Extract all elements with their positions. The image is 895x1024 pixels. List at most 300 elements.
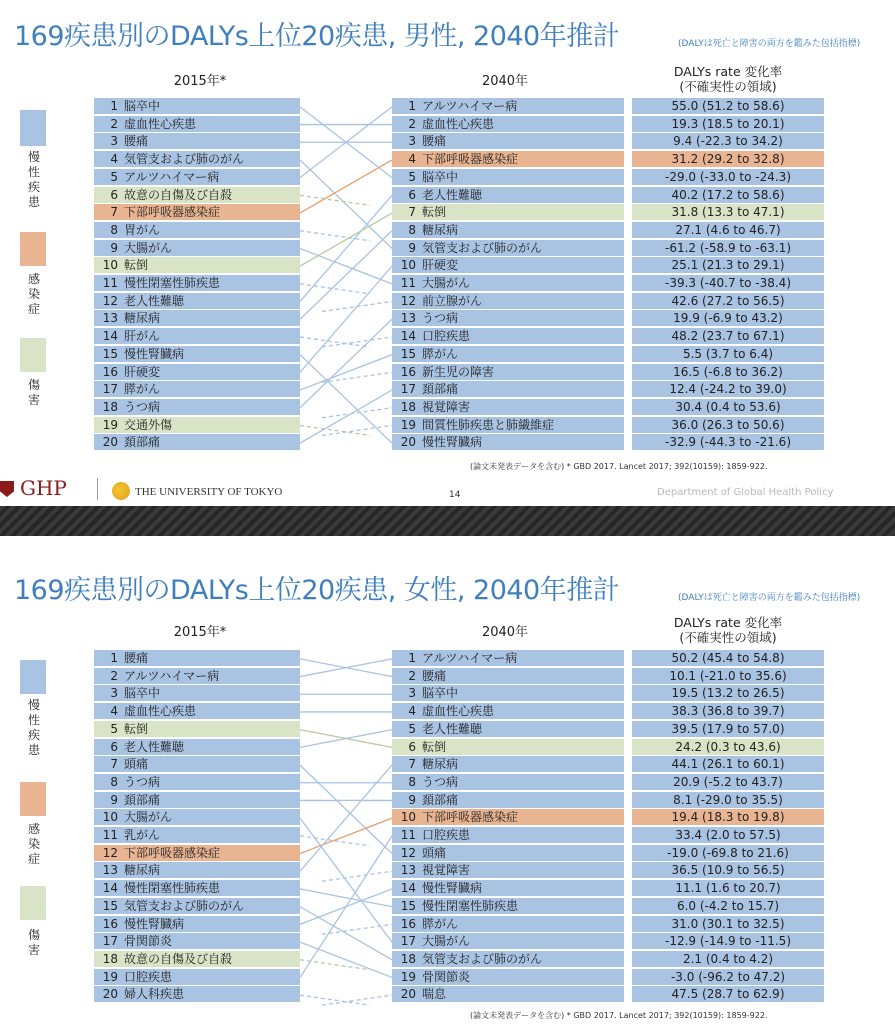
list-item-2015: [94, 862, 300, 879]
rank-number: 1: [110, 651, 118, 665]
rank-number: 4: [110, 152, 118, 167]
disease-name: 気管支および肺のがん: [422, 240, 543, 255]
list-item-2015: [94, 880, 300, 897]
rate-change-cell: -61.2 (-58.9 to -63.1): [632, 240, 824, 257]
list-item-2015: [94, 969, 300, 986]
list-item-2040: [392, 880, 624, 897]
disease-name: 老人性難聴: [422, 187, 483, 202]
rate-change-cell: 6.0 (-4.2 to 15.7): [632, 898, 824, 915]
rank-number: 3: [110, 134, 118, 149]
list-item-2040: [392, 328, 624, 345]
list-item-2015: [94, 774, 300, 791]
disease-name: 慢性閉塞性肺疾患: [124, 881, 221, 896]
rank-number: 18: [400, 399, 416, 414]
list-item-2040: [392, 399, 624, 416]
list-item-2040: [392, 916, 624, 933]
slide-title: 169疾患別のDALYs上位20疾患, 女性, 2040年推計: [14, 575, 620, 606]
list-item-2040: [392, 756, 624, 773]
disease-name: うつ病: [422, 311, 459, 326]
rank-number: 17: [102, 934, 118, 949]
disease-name: 骨関節炎: [422, 969, 471, 984]
list-item-2040: [392, 417, 624, 434]
rank-number: 7: [408, 757, 416, 772]
disease-name: 糖尿病: [124, 863, 161, 878]
list-item-2015: [94, 98, 300, 115]
disease-name: 慢性腎臓病: [124, 916, 185, 931]
disease-name: 腰痛: [422, 134, 447, 149]
disease-name: 下部呼吸器感染症: [124, 205, 221, 220]
rate-change-cell: 9.4 (-22.3 to 34.2): [632, 133, 824, 150]
disease-name: 故意の自傷及び自殺: [124, 187, 233, 202]
rank-number: 16: [400, 916, 416, 931]
list-item-2040: [392, 169, 624, 186]
rank-number: 8: [110, 222, 118, 237]
list-item-2015: [94, 916, 300, 933]
rank-number: 5: [110, 169, 118, 184]
disease-name: 口腔疾患: [124, 969, 173, 984]
list-item-2040: [392, 774, 624, 791]
rate-change-cell: 19.4 (18.3 to 19.8): [632, 809, 824, 826]
disease-name: 慢性腎臓病: [422, 881, 483, 896]
rank-number: 2: [408, 116, 416, 131]
logo-divider: [97, 478, 98, 500]
list-item-2040: [392, 933, 624, 950]
rank-number: 18: [400, 951, 416, 966]
rank-number: 14: [102, 881, 118, 896]
rank-number: 10: [102, 810, 118, 825]
disease-name: 虚血性心疾患: [422, 116, 495, 131]
list-item-2040: [392, 240, 624, 257]
rate-change-cell: 2.1 (0.4 to 4.2): [632, 951, 824, 968]
rate-change-cell: 12.4 (-24.2 to 39.0): [632, 381, 824, 398]
column-header-2040: 2040年: [481, 625, 529, 640]
list-item-2015: [94, 827, 300, 844]
legend-chronic-label: 慢性疾患: [27, 698, 40, 757]
list-item-2040: [392, 310, 624, 327]
rank-number: 9: [408, 240, 416, 255]
disease-name: 慢性腎臓病: [124, 346, 185, 361]
rank-number: 8: [408, 222, 416, 237]
footnote: (論文未発表データを含む) * GBD 2017. Lancet 2017; 392(10159): 1859-922.: [470, 1011, 768, 1020]
legend-chronic-swatch: [20, 660, 46, 694]
list-item-2015: [94, 116, 300, 133]
disease-name: 喘息: [422, 987, 447, 1002]
rank-number: 2: [110, 668, 118, 683]
footnote: (論文未発表データを含む) * GBD 2017. Lancet 2017; 392(10159): 1859-922.: [470, 462, 768, 471]
disease-name: 前立腺がん: [422, 293, 483, 308]
list-item-2040: [392, 275, 624, 292]
rank-number: 12: [400, 293, 416, 308]
disease-name: 糖尿病: [422, 222, 459, 237]
rank-number: 10: [400, 810, 416, 825]
rank-number: 19: [400, 969, 416, 984]
rate-change-cell: 38.3 (36.8 to 39.7): [632, 703, 824, 720]
disease-name: 腰痛: [124, 134, 149, 149]
list-item-2040: [392, 222, 624, 239]
rate-change-cell: 31.2 (29.2 to 32.8): [632, 151, 824, 168]
ghp-logo-text: GHP: [20, 476, 67, 500]
disease-name: 転倒: [124, 721, 149, 736]
rank-number: 1: [408, 651, 416, 665]
rate-change-cell: -12.9 (-14.9 to -11.5): [632, 933, 824, 950]
rank-number: 6: [408, 739, 416, 754]
disease-name: 転倒: [124, 258, 149, 273]
rate-change-cell: -29.0 (-33.0 to -24.3): [632, 169, 824, 186]
list-item-2040: [392, 133, 624, 150]
list-item-2015: [94, 169, 300, 186]
list-item-2040: [392, 845, 624, 862]
connector-line-new-entry: [322, 871, 392, 881]
list-item-2015: [94, 133, 300, 150]
list-item-2015: [94, 933, 300, 950]
rate-change-cell: 36.5 (10.9 to 56.5): [632, 862, 824, 879]
disease-name: 頭痛: [124, 757, 149, 772]
rate-change-cell: 30.4 (0.4 to 53.6): [632, 399, 824, 416]
daly-definition-note: (DALYは死亡と障害の両方を鑑みた包括指標): [678, 593, 861, 603]
rank-number: 8: [110, 774, 118, 789]
rank-number: 3: [110, 686, 118, 701]
disease-name: 新生児の障害: [422, 364, 495, 379]
page-number: 14: [449, 490, 461, 500]
rank-number: 13: [102, 311, 118, 326]
rate-change-cell: 25.1 (21.3 to 29.1): [632, 257, 824, 274]
list-item-2040: [392, 434, 624, 451]
rank-number: 16: [102, 916, 118, 931]
rate-change-cell: 10.1 (-21.0 to 35.6): [632, 668, 824, 685]
rank-number: 6: [408, 187, 416, 202]
rate-change-cell: 24.2 (0.3 to 43.6): [632, 739, 824, 756]
disease-name: 交通外傷: [124, 417, 173, 432]
rank-number: 16: [102, 364, 118, 379]
column-header-2015: 2015年*: [173, 74, 227, 89]
list-item-2015: [94, 434, 300, 451]
list-item-2040: [392, 650, 624, 667]
rate-header-line2: (不確実性の領域): [679, 79, 777, 94]
rank-number: 7: [408, 205, 416, 220]
disease-name: 乳がん: [124, 828, 161, 842]
rank-number: 11: [400, 828, 416, 842]
list-item-2015: [94, 845, 300, 862]
rank-number: 12: [400, 845, 416, 860]
rank-number: 14: [400, 881, 416, 896]
disease-name: 頚部痛: [422, 792, 459, 807]
disease-name: 慢性閉塞性肺疾患: [124, 276, 221, 290]
list-item-2040: [392, 685, 624, 702]
list-item-2040: [392, 293, 624, 310]
rank-number: 18: [102, 399, 118, 414]
disease-name: 膵がん: [124, 382, 161, 397]
legend-injury-label: 傷害: [27, 378, 40, 407]
connector-line: [300, 248, 392, 283]
rank-number: 17: [102, 382, 118, 397]
disease-name: 婦人科疾患: [124, 987, 185, 1002]
rate-change-cell: 5.5 (3.7 to 6.4): [632, 346, 824, 363]
disease-name: 頚部痛: [124, 435, 161, 450]
list-item-2015: [94, 222, 300, 239]
rate-change-cell: 19.5 (13.2 to 26.5): [632, 685, 824, 702]
rate-change-cell: 55.0 (51.2 to 58.6): [632, 98, 824, 115]
rank-number: 20: [102, 987, 118, 1002]
rank-number: 10: [102, 258, 118, 273]
disease-name: うつ病: [422, 774, 459, 789]
connector-line: [300, 765, 392, 871]
rank-number: 9: [110, 792, 118, 807]
slide-title: 169疾患別のDALYs上位20疾患, 男性, 2040年推計: [14, 21, 620, 52]
list-item-2040: [392, 346, 624, 363]
disease-name: 膵がん: [422, 916, 459, 931]
disease-name: 大腸がん: [422, 276, 471, 290]
list-item-2040: [392, 257, 624, 274]
legend-infectious-label: 感染症: [27, 272, 40, 316]
rate-change-cell: 31.0 (30.1 to 32.5): [632, 916, 824, 933]
disease-name: 慢性閉塞性肺疾患: [422, 898, 519, 913]
list-item-2015: [94, 951, 300, 968]
rank-number: 2: [110, 116, 118, 131]
university-logo: [112, 482, 282, 500]
rate-change-cell: 20.9 (-5.2 to 43.7): [632, 774, 824, 791]
legend-injury-swatch: [20, 886, 46, 920]
slide-male: [0, 0, 895, 506]
legend-chronic-label: 慢性疾患: [27, 150, 40, 209]
disease-name: 肝硬変: [422, 258, 459, 273]
rate-change-cell: 16.5 (-6.8 to 36.2): [632, 364, 824, 381]
legend-infectious-swatch: [20, 782, 46, 816]
connector-line: [300, 319, 392, 408]
rank-number: 15: [102, 346, 118, 361]
list-item-2040: [392, 151, 624, 168]
disease-name: 慢性腎臓病: [422, 435, 483, 450]
legend-infectious-swatch: [20, 232, 46, 266]
list-item-2015: [94, 310, 300, 327]
rank-number: 6: [110, 187, 118, 202]
rate-change-cell: 36.0 (26.3 to 50.6): [632, 417, 824, 434]
disease-name: 胃がん: [124, 222, 161, 237]
connector-line: [300, 266, 392, 372]
rank-number: 13: [102, 863, 118, 878]
rank-number: 15: [102, 898, 118, 913]
rank-number: 12: [102, 293, 118, 308]
connector-line: [300, 818, 392, 942]
rank-number: 9: [110, 240, 118, 255]
disease-name: 膵がん: [422, 346, 459, 361]
list-item-2040: [392, 381, 624, 398]
rank-number: 5: [110, 721, 118, 736]
rate-change-cell: -32.9 (-44.3 to -21.6): [632, 434, 824, 451]
university-logo-text: THE UNIVERSITY OF TOKYO: [135, 486, 283, 498]
rank-number: 7: [110, 205, 118, 220]
rate-change-cell: 44.1 (26.1 to 60.1): [632, 756, 824, 773]
connector-line: [300, 836, 370, 846]
list-item-2015: [94, 364, 300, 381]
list-item-2040: [392, 668, 624, 685]
list-item-2015: [94, 721, 300, 738]
rank-connector-lines: [300, 0, 392, 506]
connector-line: [300, 160, 392, 249]
rank-number: 19: [102, 969, 118, 984]
rank-number: 20: [400, 435, 416, 450]
disease-name: 転倒: [422, 205, 447, 220]
list-item-2015: [94, 809, 300, 826]
rate-change-cell: 33.4 (2.0 to 57.5): [632, 827, 824, 844]
list-item-2015: [94, 417, 300, 434]
rate-header-line2: (不確実性の領域): [679, 630, 777, 645]
list-item-2015: [94, 898, 300, 915]
rank-number: 17: [400, 934, 416, 949]
slide-female: [0, 536, 895, 1024]
list-item-2040: [392, 809, 624, 826]
disease-name: 脳卒中: [124, 686, 161, 701]
rank-number: 18: [102, 951, 118, 966]
rate-header-line1: DALYs rate 変化率: [673, 64, 783, 79]
list-item-2040: [392, 986, 624, 1003]
list-item-2015: [94, 187, 300, 204]
rank-number: 14: [102, 329, 118, 344]
column-header-2015: 2015年*: [173, 625, 227, 640]
list-item-2040: [392, 98, 624, 115]
list-item-2040: [392, 951, 624, 968]
rate-change-cell: 47.5 (28.7 to 62.9): [632, 986, 824, 1003]
rank-number: 20: [102, 435, 118, 450]
rank-number: 2: [408, 668, 416, 683]
rank-number: 16: [400, 364, 416, 379]
rank-number: 7: [110, 757, 118, 772]
rank-number: 13: [400, 311, 416, 326]
list-item-2015: [94, 328, 300, 345]
disease-name: アルツハイマー病: [422, 99, 518, 113]
rank-number: 15: [400, 346, 416, 361]
list-item-2015: [94, 792, 300, 809]
disease-name: 糖尿病: [124, 311, 161, 326]
disease-name: 脳卒中: [422, 169, 459, 184]
list-item-2015: [94, 986, 300, 1003]
rate-change-cell: 40.2 (17.2 to 58.6): [632, 187, 824, 204]
list-item-2015: [94, 240, 300, 257]
list-item-2015: [94, 381, 300, 398]
list-item-2015: [94, 703, 300, 720]
disease-name: 肝硬変: [124, 364, 161, 379]
rank-number: 14: [400, 329, 416, 344]
list-item-2015: [94, 346, 300, 363]
disease-name: 虚血性心疾患: [124, 116, 197, 131]
rank-number: 4: [110, 704, 118, 719]
list-item-2015: [94, 204, 300, 221]
legend-injury-swatch: [20, 338, 46, 372]
rate-change-cell: -19.0 (-69.8 to 21.6): [632, 845, 824, 862]
disease-name: 脳卒中: [124, 99, 161, 113]
rate-change-cell: 8.1 (-29.0 to 35.5): [632, 792, 824, 809]
disease-name: 間質性肺疾患と肺繊維症: [422, 417, 555, 432]
disease-name: 老人性難聴: [124, 293, 185, 308]
disease-name: 頭痛: [422, 845, 447, 860]
list-item-2040: [392, 364, 624, 381]
disease-name: 頚部痛: [124, 792, 161, 807]
disease-name: 老人性難聴: [422, 721, 483, 736]
disease-name: 口腔疾患: [422, 329, 471, 344]
connector-line: [300, 231, 392, 320]
list-item-2015: [94, 293, 300, 310]
column-header-2040: 2040年: [481, 74, 529, 89]
disease-name: 腰痛: [422, 668, 447, 683]
rank-number: 4: [408, 704, 416, 719]
list-item-2015: [94, 650, 300, 667]
connector-line: [300, 765, 392, 854]
rank-number: 5: [408, 721, 416, 736]
rank-number: 12: [102, 845, 118, 860]
list-item-2015: [94, 275, 300, 292]
rate-change-cell: -39.3 (-40.7 to -38.4): [632, 275, 824, 292]
disease-name: 虚血性心疾患: [422, 704, 495, 719]
rate-change-cell: 11.1 (1.6 to 20.7): [632, 880, 824, 897]
list-item-2015: [94, 668, 300, 685]
rank-number: 17: [400, 382, 416, 397]
disease-name: アルツハイマー病: [124, 668, 220, 683]
rank-number: 11: [102, 276, 118, 290]
column-header-rate: [632, 64, 824, 94]
disease-name: 視覚障害: [422, 399, 471, 414]
legend-infectious-label: 感染症: [27, 822, 40, 866]
rank-number: 20: [400, 987, 416, 1002]
disease-name: 肝がん: [124, 329, 161, 344]
connector-line: [300, 836, 392, 978]
list-item-2015: [94, 151, 300, 168]
list-item-2040: [392, 898, 624, 915]
list-item-2015: [94, 257, 300, 274]
rank-number: 4: [408, 152, 416, 167]
rate-change-cell: 39.5 (17.9 to 57.0): [632, 721, 824, 738]
rank-number: 6: [110, 739, 118, 754]
disease-name: アルツハイマー病: [124, 169, 220, 184]
list-item-2040: [392, 862, 624, 879]
disease-name: 下部呼吸器感染症: [422, 810, 519, 825]
connector-line: [300, 195, 370, 205]
rate-change-cell: 27.1 (4.6 to 46.7): [632, 222, 824, 239]
disease-name: アルツハイマー病: [422, 651, 518, 665]
daly-definition-note: (DALYは死亡と障害の両方を鑑みた包括指標): [678, 39, 861, 49]
disease-name: 大腸がん: [422, 934, 471, 949]
disease-name: 気管支および肺のがん: [124, 898, 245, 913]
connector-line: [300, 213, 392, 266]
disease-name: 下部呼吸器感染症: [124, 845, 221, 860]
rank-number: 10: [400, 258, 416, 273]
rate-change-cell: -3.0 (-96.2 to 47.2): [632, 969, 824, 986]
disease-name: 故意の自傷及び自殺: [124, 951, 233, 966]
rank-number: 11: [102, 828, 118, 842]
rank-number: 3: [408, 134, 416, 149]
slide-separator: [0, 506, 895, 536]
disease-name: 脳卒中: [422, 686, 459, 701]
connector-line: [300, 942, 392, 977]
disease-name: 骨関節炎: [124, 934, 173, 949]
rate-header-line1: DALYs rate 変化率: [673, 615, 783, 630]
disease-name: 腰痛: [124, 651, 149, 665]
connector-line: [300, 889, 392, 907]
rank-number: 5: [408, 169, 416, 184]
rank-number: 3: [408, 686, 416, 701]
rank-number: 19: [102, 417, 118, 432]
legend-chronic-swatch: [20, 110, 46, 146]
list-item-2040: [392, 116, 624, 133]
connector-line: [300, 907, 392, 960]
rank-number: 13: [400, 863, 416, 878]
rank-number: 15: [400, 898, 416, 913]
rank-number: 19: [400, 417, 416, 432]
rank-number: 1: [110, 99, 118, 113]
rank-number: 11: [400, 276, 416, 290]
legend-injury-label: 傷害: [27, 928, 40, 957]
department-name: Department of Global Health Policy: [657, 487, 834, 498]
disease-name: 視覚障害: [422, 863, 471, 878]
disease-name: うつ病: [124, 399, 161, 414]
